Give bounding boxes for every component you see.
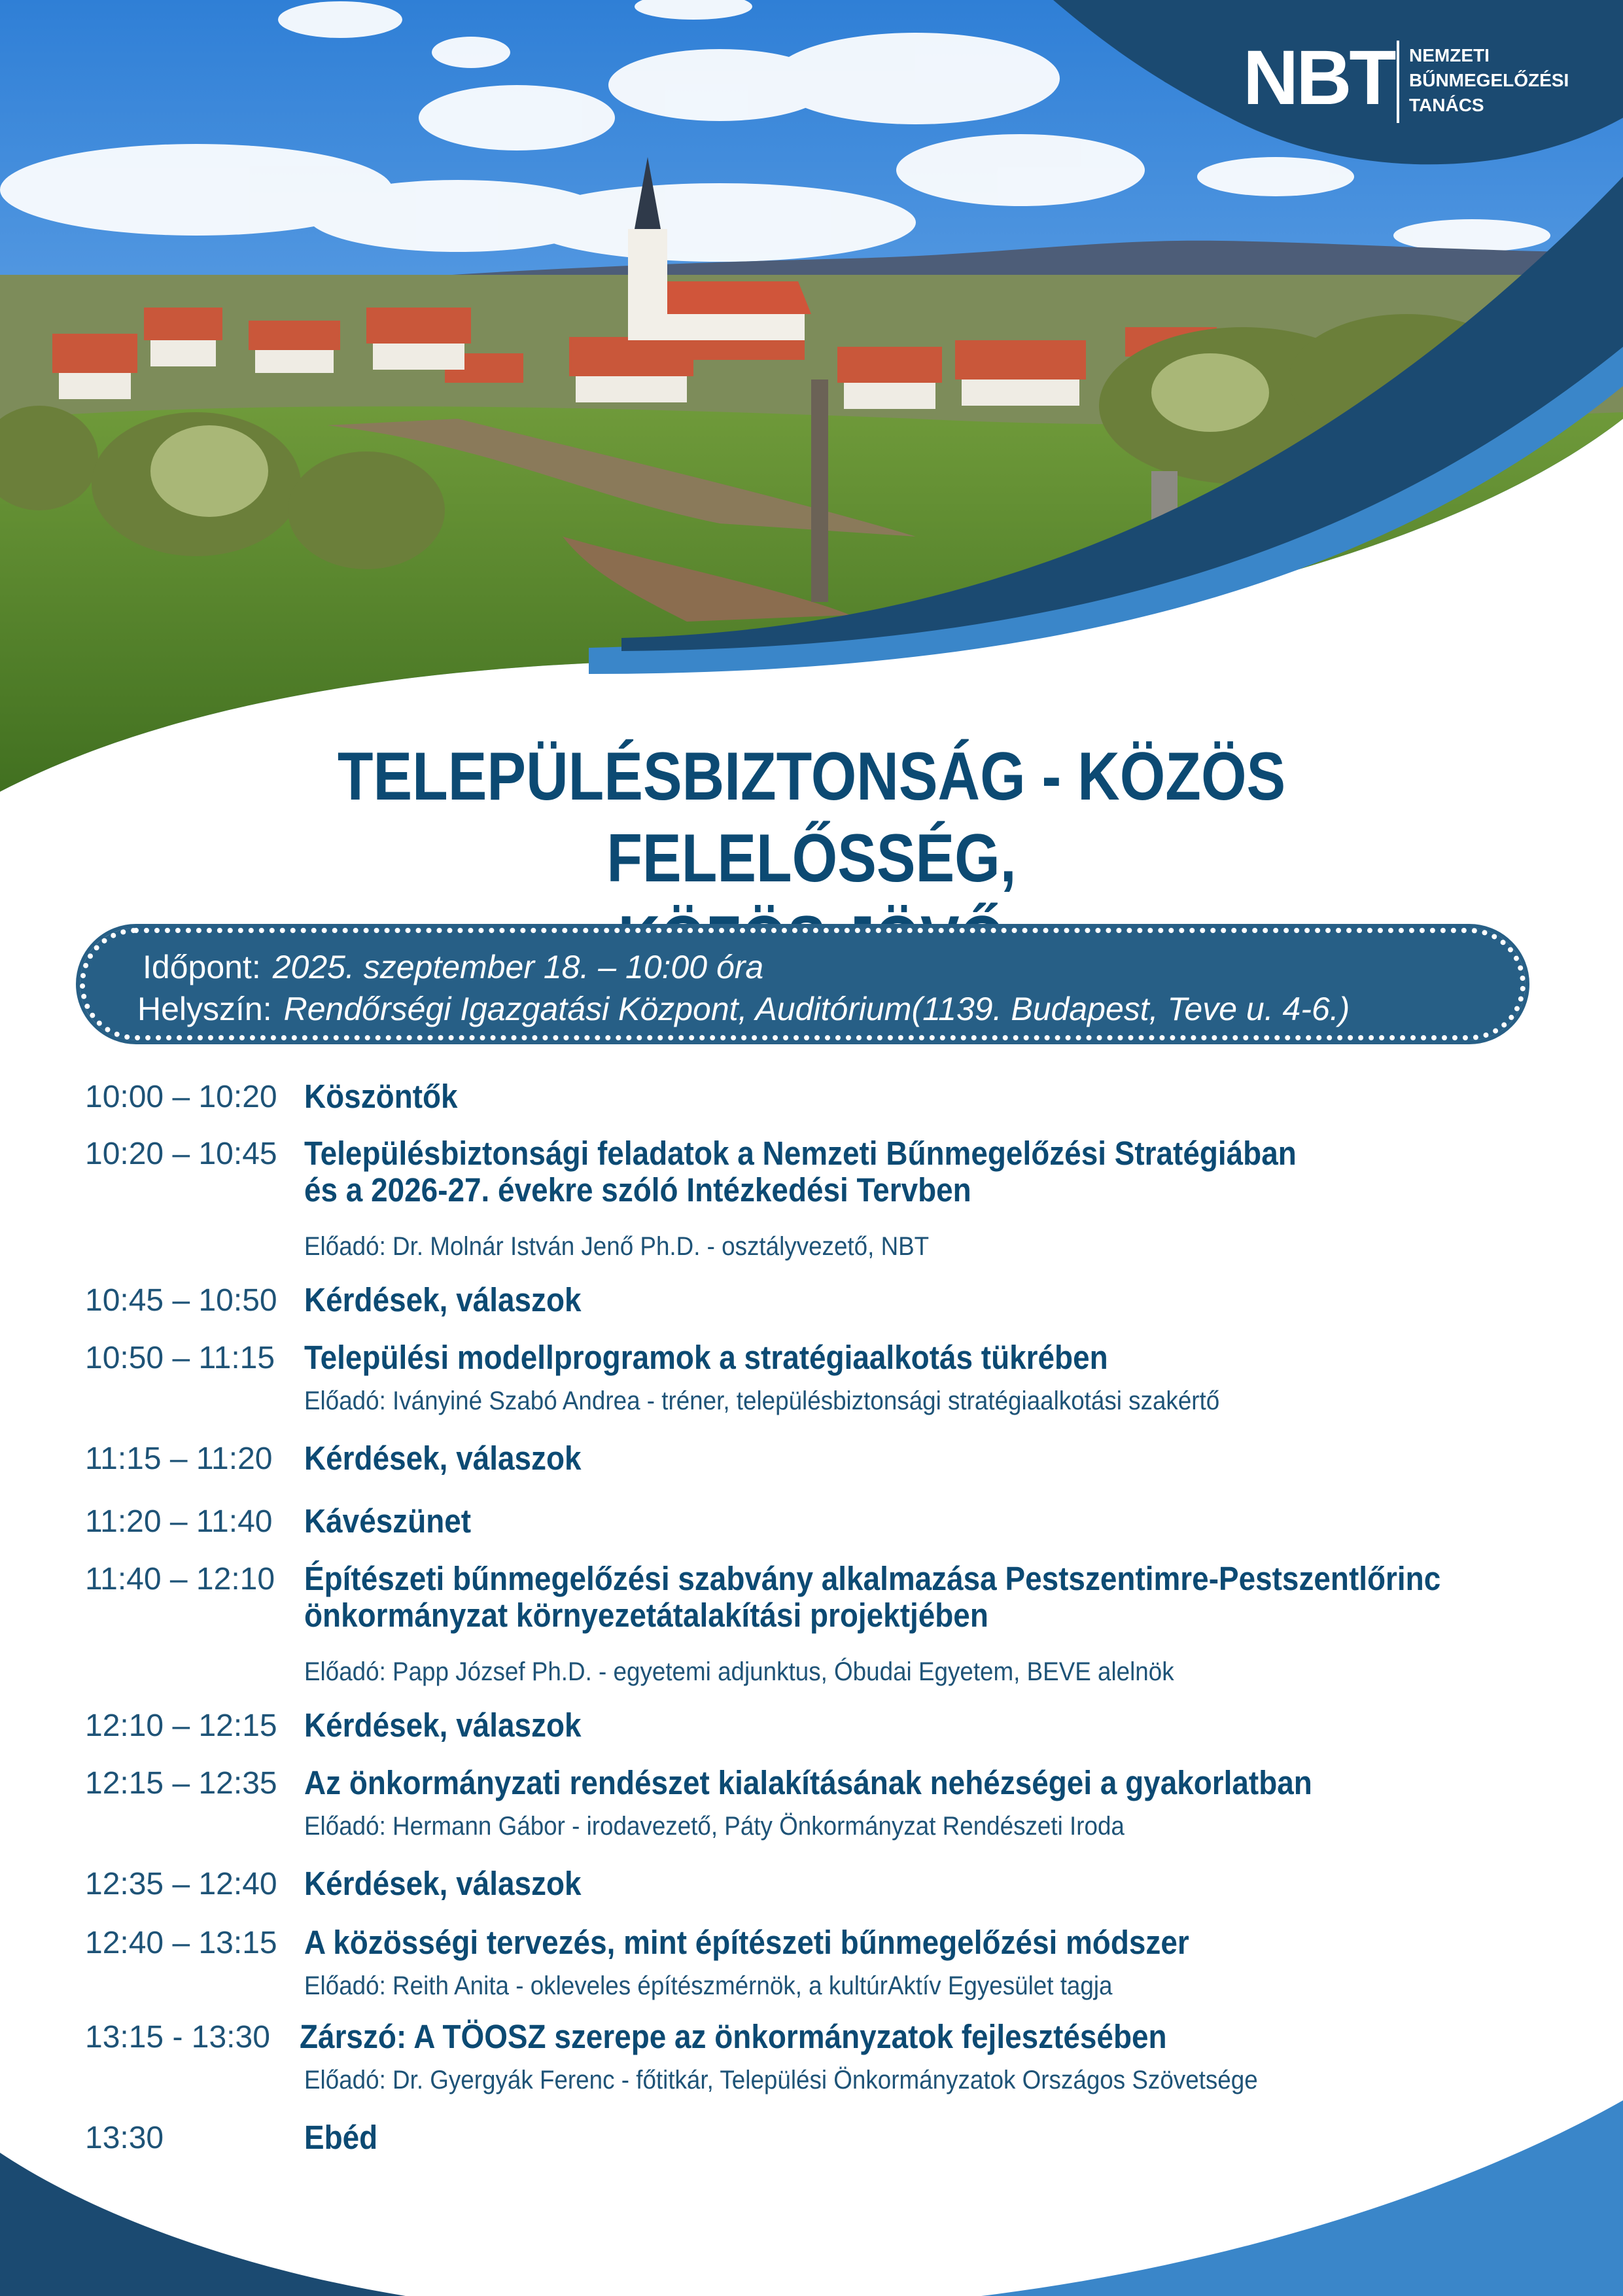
logo-line: TANÁCS [1409,95,1484,115]
place-row [137,989,1350,1029]
agenda-title: Települési modellprogramok a stratégiaalkotás tükrében [304,1339,1108,1376]
agenda-time: 10:20 – 10:45 [85,1137,277,1171]
agenda-title: Ebéd [304,2119,378,2156]
agenda-time: 13:15 - 13:30 [85,2020,270,2055]
agenda-title: önkormányzat környezetátalakítási projektjében [304,1597,988,1634]
agenda-time: 12:35 – 12:40 [85,1867,277,1901]
agenda-title: Településbiztonsági feladatok a Nemzeti Bűnmegelőzési Stratégiában [304,1135,1297,1172]
agenda-speaker: Előadó: Dr. Molnár István Jenő Ph.D. - osztályvezető, NBT [304,1232,930,1261]
agenda-title: Kérdések, válaszok [304,1281,582,1318]
agenda-speaker: Előadó: Iványiné Szabó Andrea - tréner, településbiztonsági stratégiaalkotási szakértő [304,1386,1220,1415]
agenda-title: Kérdések, válaszok [304,1706,582,1744]
bottom-wave-decoration [0,2015,1623,2296]
place-value: Rendőrségi Igazgatási Központ, Auditórium(1139. Budapest, Teve u. 4-6.) [283,991,1350,1027]
agenda-title: Kérdések, válaszok [304,1865,582,1902]
agenda-speaker: Előadó: Dr. Gyergyák Ferenc - főtitkár, Települési Önkormányzatok Országos Szövetsége [304,2066,1258,2094]
agenda-time: 11:40 – 12:10 [85,1562,275,1597]
agenda-title: Kérdések, válaszok [304,1439,582,1477]
agenda-speaker: Előadó: Papp József Ph.D. - egyetemi adjunktus, Óbudai Egyetem, BEVE alelnök [304,1657,1174,1686]
agenda-time: 12:10 – 12:15 [85,1708,277,1743]
nbt-logo [1243,34,1596,126]
logo-line: NEMZETI [1409,45,1490,65]
agenda-speaker: Előadó: Reith Anita - okleveles építészmérnök, a kultúrAktív Egyesület tagja [304,1971,1113,2000]
agenda-time: 12:15 – 12:35 [85,1766,277,1801]
logo-mark: NBT [1243,35,1394,121]
agenda-title: és a 2026-27. évekre szóló Intézkedési Tervben [304,1171,971,1209]
logo-line: BŰNMEGELŐZÉSI [1409,70,1569,90]
date-row [143,947,763,987]
agenda-time: 10:00 – 10:20 [85,1080,277,1114]
agenda-title: Zárszó: A TÖOSZ szerepe az önkormányzatok fejlesztésében [300,2018,1167,2055]
agenda-title: Az önkormányzati rendészet kialakításának nehézségei a gyakorlatban [304,1764,1312,1801]
agenda-time: 13:30 [85,2121,164,2155]
agenda-title: Köszöntők [304,1078,458,1115]
date-value: 2025. szeptember 18. – 10:00 óra [272,949,764,985]
date-label: Időpont: [143,949,261,985]
logo-divider [1397,41,1399,123]
agenda-time: 12:40 – 13:15 [85,1926,277,1960]
agenda-time: 11:20 – 11:40 [85,1504,273,1539]
agenda-time: 11:15 – 11:20 [85,1441,273,1476]
agenda-time: 10:45 – 10:50 [85,1283,277,1318]
title-line-1: TELEPÜLÉSBIZTONSÁG - KÖZÖS FELELŐSSÉG, [337,739,1286,896]
event-info-banner [80,928,1526,1040]
place-label: Helyszín: [137,991,272,1027]
logo-text [1409,43,1569,118]
agenda-title: A közösségi tervezés, mint építészeti bűnmegelőzési módszer [304,1924,1189,1961]
agenda-title: Kávészünet [304,1502,472,1540]
agenda-title: Építészeti bűnmegelőzési szabvány alkalmazása Pestszentimre-Pestszentlőrinc [304,1560,1441,1597]
agenda-speaker: Előadó: Hermann Gábor - irodavezető, Páty Önkormányzat Rendészeti Iroda [304,1812,1125,1841]
agenda-time: 10:50 – 11:15 [85,1341,275,1375]
